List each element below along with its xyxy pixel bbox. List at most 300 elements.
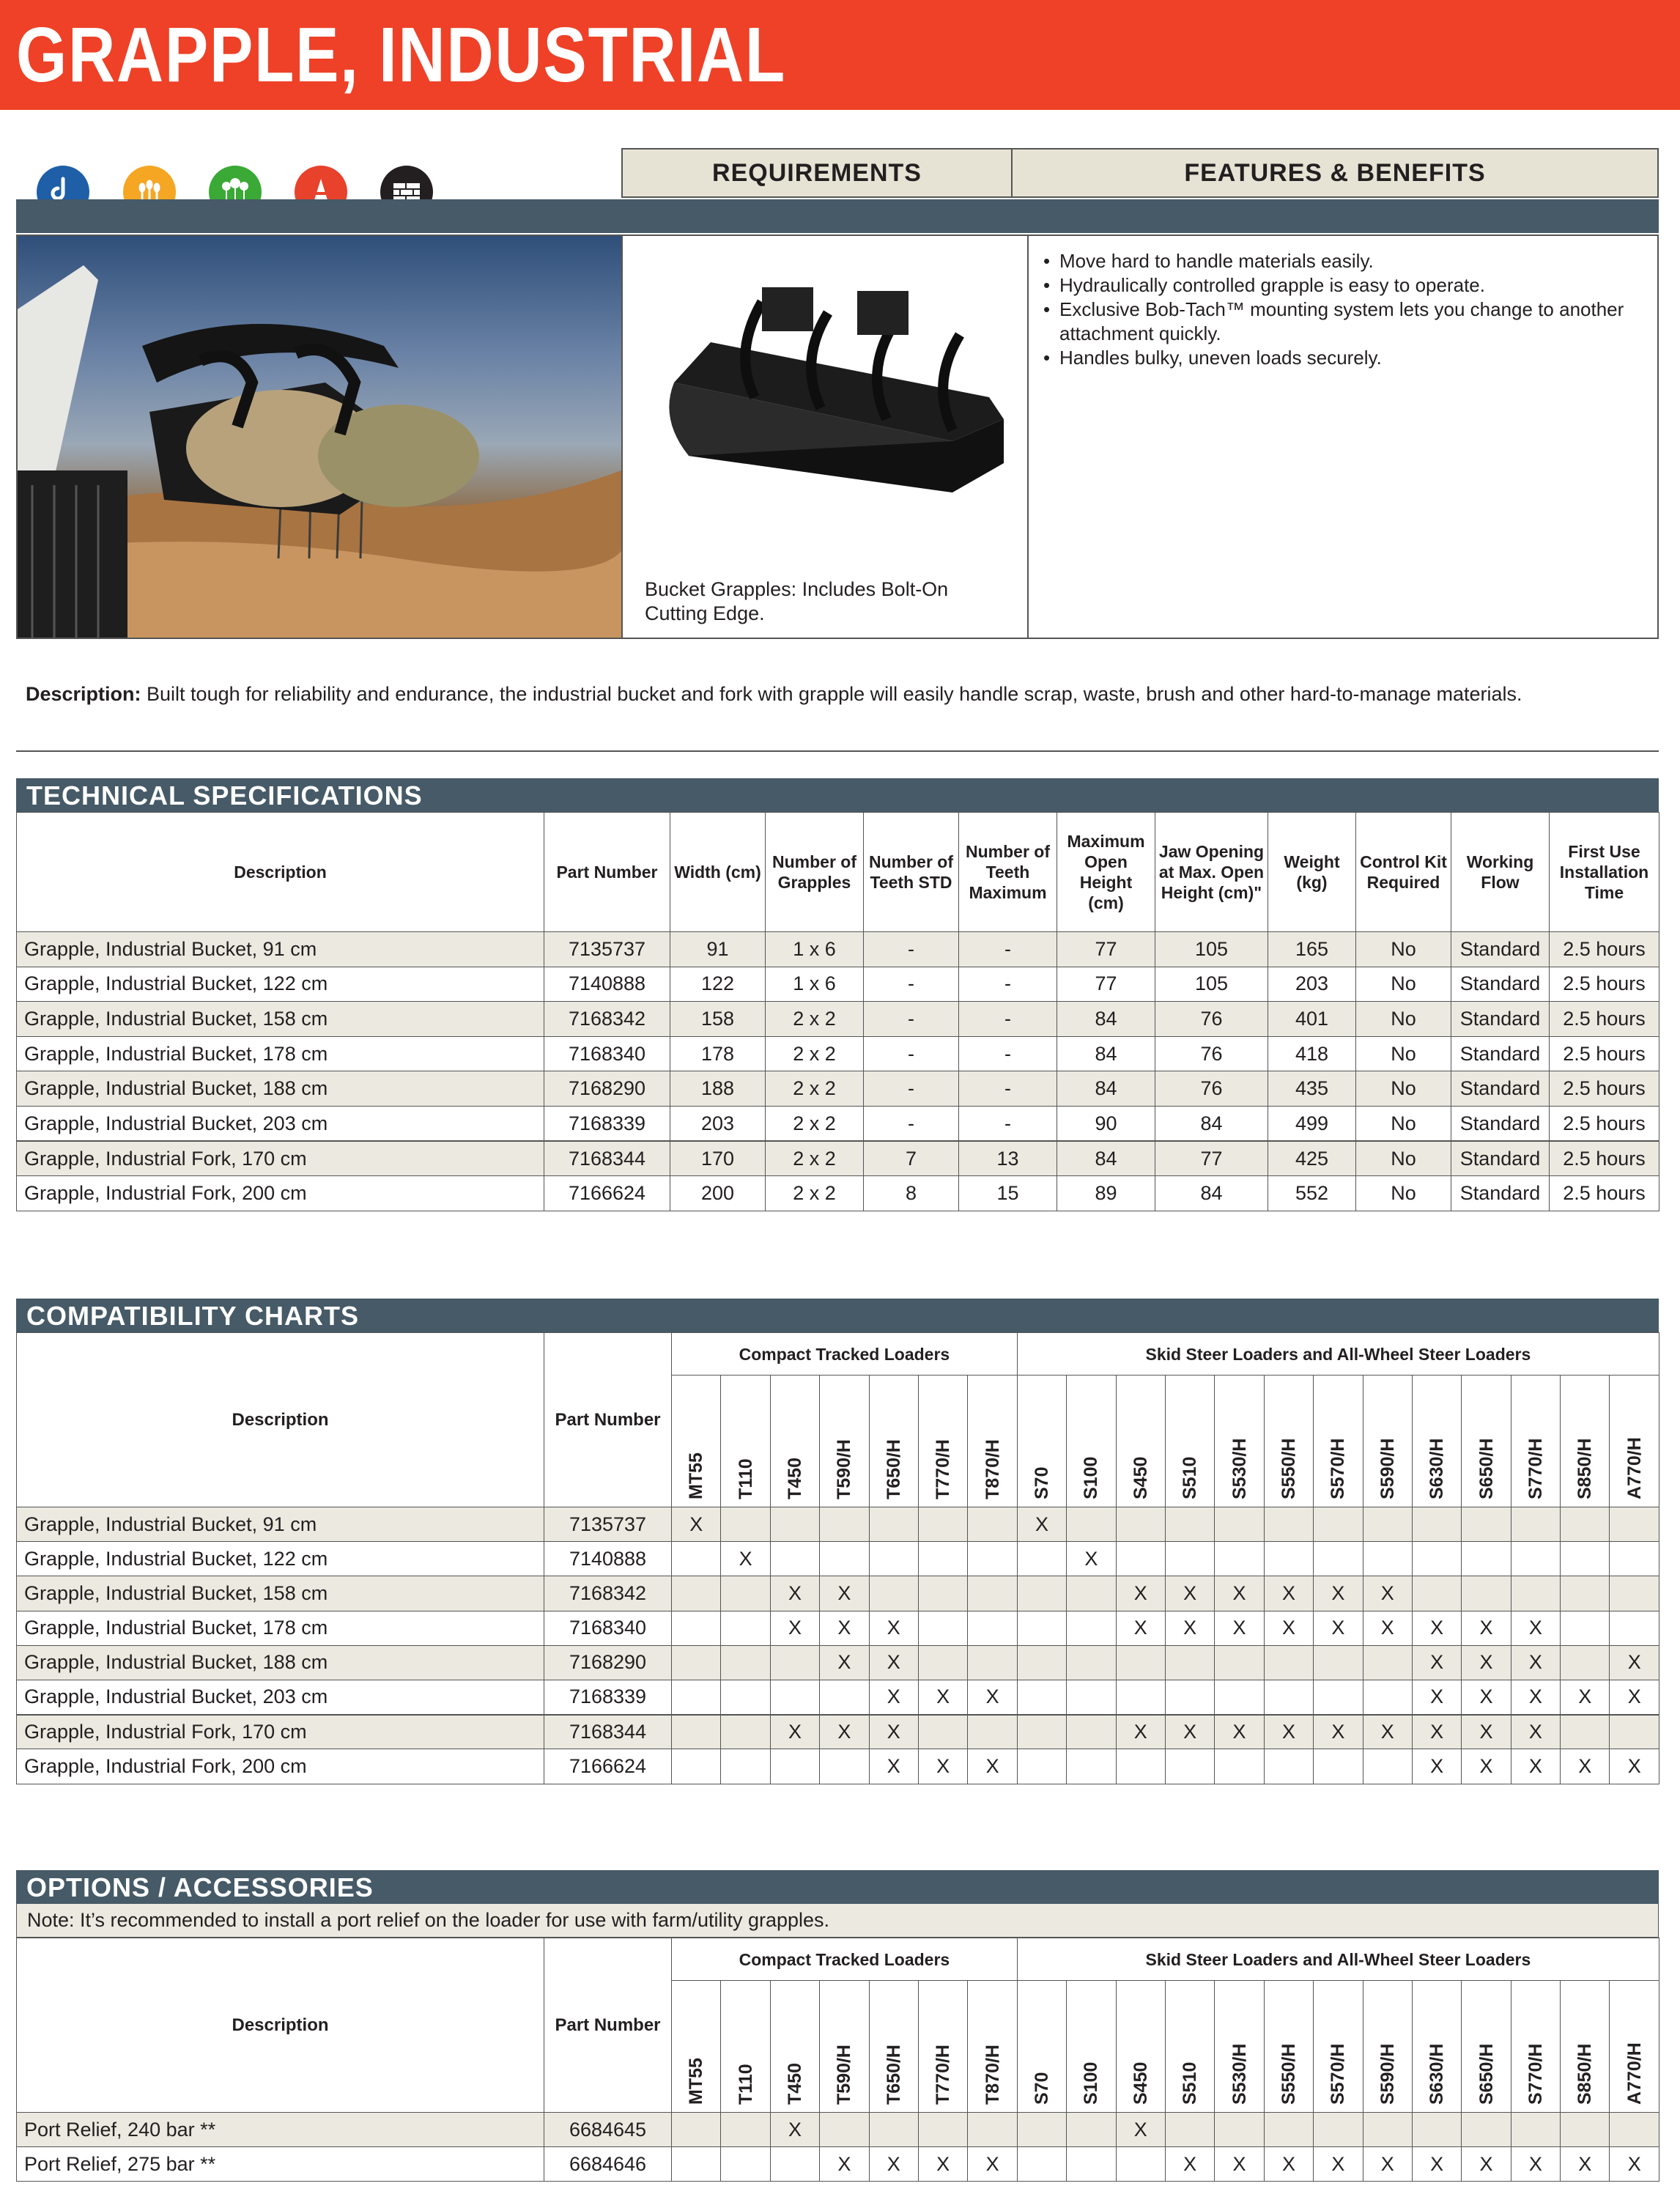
- model-header: [1462, 1981, 1511, 2113]
- table-cell: No: [1356, 1141, 1451, 1176]
- model-label: S770/H: [1525, 1438, 1546, 1499]
- compatibility-mark: [672, 1611, 721, 1645]
- compatibility-mark: [1511, 1507, 1560, 1542]
- compatibility-mark: X: [1363, 1715, 1412, 1749]
- spec-column-header: Number of Teeth Maximum: [959, 813, 1057, 932]
- spec-column-header: Control Kit Required: [1356, 813, 1451, 932]
- compatibility-mark: [1264, 1749, 1313, 1784]
- compatibility-mark: [721, 1507, 770, 1542]
- table-cell: 2.5 hours: [1550, 1036, 1659, 1071]
- compatibility-mark: X: [1412, 1680, 1461, 1714]
- table-cell: 76: [1155, 1071, 1268, 1107]
- model-header: [1017, 1981, 1066, 2113]
- model-label: S450: [1130, 1456, 1151, 1499]
- compatibility-mark: [1067, 1611, 1116, 1645]
- model-label: S70: [1031, 2072, 1052, 2105]
- options-heading: OPTIONS / ACCESSORIES: [16, 1870, 1659, 1904]
- compatibility-mark: [1561, 1507, 1610, 1542]
- compatibility-mark: X: [820, 2147, 869, 2182]
- compatibility-mark: [918, 1542, 967, 1576]
- row-part-number: 7168290: [544, 1645, 672, 1680]
- compatibility-mark: X: [721, 1542, 770, 1576]
- compatibility-mark: [770, 1749, 819, 1784]
- compatibility-mark: [1067, 1680, 1116, 1714]
- compatibility-mark: [1215, 2113, 1264, 2147]
- description: [26, 682, 1659, 706]
- model-label: S630/H: [1426, 2043, 1448, 2105]
- compatibility-mark: X: [1314, 1715, 1363, 1749]
- row-description: Grapple, Industrial Bucket, 178 cm: [17, 1036, 544, 1071]
- table-row: [17, 2113, 1659, 2147]
- table-cell: -: [959, 1036, 1057, 1071]
- compatibility-mark: X: [1511, 1680, 1560, 1714]
- table-cell: -: [959, 967, 1057, 1002]
- compatibility-mark: [1412, 1542, 1461, 1576]
- table-cell: 7140888: [544, 967, 670, 1002]
- model-header: [968, 1981, 1017, 2113]
- row-part-number: 6684645: [544, 2113, 672, 2147]
- model-header: [672, 1376, 721, 1507]
- compatibility-mark: [1462, 1507, 1511, 1542]
- compatibility-mark: [1264, 2113, 1313, 2147]
- spec-column-header: Width (cm): [670, 813, 766, 932]
- page-title: GRAPPLE, INDUSTRIAL: [16, 12, 786, 98]
- table-cell: 105: [1155, 932, 1268, 967]
- compatibility-mark: [770, 1645, 819, 1680]
- model-header: [1116, 1981, 1165, 2113]
- compatibility-mark: [1017, 1645, 1066, 1680]
- bucket-grapple-image: [645, 273, 1011, 492]
- compatibility-mark: X: [1462, 1749, 1511, 1784]
- model-header: [1116, 1376, 1165, 1507]
- spec-column-header: Maximum Open Height (cm): [1057, 813, 1155, 932]
- table-cell: 89: [1057, 1176, 1155, 1211]
- compatibility-mark: X: [1215, 2147, 1264, 2182]
- row-description: Grapple, Industrial Bucket, 203 cm: [17, 1680, 544, 1714]
- row-part-number: 7166624: [544, 1749, 672, 1784]
- compatibility-mark: [869, 2113, 918, 2147]
- compatibility-mark: [672, 1680, 721, 1714]
- compatibility-mark: X: [1314, 2147, 1363, 2182]
- requirements-heading: REQUIREMENTS: [623, 149, 1013, 196]
- compatibility-mark: [1116, 1749, 1165, 1784]
- table-cell: 84: [1057, 1002, 1155, 1037]
- model-header: [1511, 1981, 1560, 2113]
- table-cell: No: [1356, 1106, 1451, 1141]
- compatibility-mark: [1017, 1542, 1066, 1576]
- compatibility-mark: X: [1363, 2147, 1412, 2182]
- compatibility-mark: X: [1116, 1576, 1165, 1611]
- table-row: [17, 1141, 1659, 1176]
- model-label: S530/H: [1229, 1438, 1250, 1499]
- table-cell: 2.5 hours: [1550, 1176, 1659, 1211]
- compatibility-mark: [1561, 1645, 1610, 1680]
- compatibility-mark: [1610, 1611, 1659, 1645]
- compatibility-mark: [1017, 1576, 1066, 1611]
- table-cell: 91: [670, 932, 766, 967]
- model-header: [1363, 1376, 1412, 1507]
- table-row: [17, 967, 1659, 1002]
- row-part-number: 7168344: [544, 1715, 672, 1749]
- compatibility-mark: [1116, 1680, 1165, 1714]
- table-cell: 7168340: [544, 1036, 670, 1071]
- table-row: [17, 1611, 1659, 1645]
- table-cell: 7135737: [544, 932, 670, 967]
- compatibility-mark: [1017, 2147, 1066, 2182]
- compatibility-mark: [918, 1611, 967, 1645]
- compatibility-mark: X: [918, 1680, 967, 1714]
- model-header: [1264, 1376, 1313, 1507]
- table-cell: 203: [1268, 967, 1356, 1002]
- compatibility-mark: [1314, 1645, 1363, 1680]
- compatibility-mark: [820, 1749, 869, 1784]
- compatibility-mark: X: [968, 1749, 1017, 1784]
- model-header: [968, 1376, 1017, 1507]
- image-caption: Bucket Grapples: Includes Bolt-On Cutting Edge.: [645, 578, 949, 624]
- spec-column-header: Description: [17, 813, 544, 932]
- table-cell: 84: [1155, 1106, 1268, 1141]
- part-number-header: Part Number: [544, 1333, 672, 1507]
- model-header: [820, 1376, 869, 1507]
- compatibility-mark: [1314, 1680, 1363, 1714]
- table-cell: 499: [1268, 1106, 1356, 1141]
- compatibility-mark: X: [1462, 1680, 1511, 1714]
- table-cell: 1 x 6: [766, 967, 864, 1002]
- compatibility-mark: [1412, 1576, 1461, 1611]
- row-description: Grapple, Industrial Fork, 200 cm: [17, 1176, 544, 1211]
- table-cell: No: [1356, 1002, 1451, 1037]
- compatibility-mark: X: [1462, 2147, 1511, 2182]
- table-cell: -: [959, 932, 1057, 967]
- skid-steer-loaders-header: Skid Steer Loaders and All-Wheel Steer Loaders: [1017, 1333, 1659, 1376]
- compatibility-mark: X: [869, 1749, 918, 1784]
- compatibility-mark: [1264, 1680, 1313, 1714]
- model-header: [869, 1981, 918, 2113]
- model-label: S530/H: [1229, 2043, 1250, 2105]
- model-header: [1215, 1981, 1264, 2113]
- title-bar: [0, 0, 1680, 110]
- compatibility-mark: X: [1264, 2147, 1313, 2182]
- compatibility-mark: [869, 1507, 918, 1542]
- table-cell: 178: [670, 1036, 766, 1071]
- model-header: [1363, 1981, 1412, 2113]
- table-cell: Standard: [1451, 1036, 1550, 1071]
- table-cell: -: [959, 1106, 1057, 1141]
- table-cell: 7: [864, 1141, 959, 1176]
- model-label: T870/H: [982, 2045, 1003, 2105]
- model-header: [770, 1376, 819, 1507]
- compatibility-mark: [1314, 1507, 1363, 1542]
- compatibility-mark: X: [968, 1680, 1017, 1714]
- compatibility-mark: X: [1165, 1611, 1214, 1645]
- model-header: [1610, 1376, 1659, 1507]
- compatibility-mark: [1017, 1749, 1066, 1784]
- compatibility-mark: [820, 2113, 869, 2147]
- table-cell: 122: [670, 967, 766, 1002]
- table-cell: -: [864, 1106, 959, 1141]
- compatibility-mark: [1561, 1542, 1610, 1576]
- model-label: MT55: [686, 2058, 707, 2105]
- compatibility-mark: [1610, 1507, 1659, 1542]
- table-cell: -: [959, 1002, 1057, 1037]
- table-cell: No: [1356, 967, 1451, 1002]
- compatibility-mark: [1215, 1749, 1264, 1784]
- table-row: [17, 1645, 1659, 1680]
- model-label: S850/H: [1574, 2043, 1596, 2105]
- compatibility-mark: [1017, 1715, 1066, 1749]
- table-row: [17, 1507, 1659, 1542]
- spec-column-header: Number of Teeth STD: [864, 813, 959, 932]
- compatibility-mark: X: [770, 1611, 819, 1645]
- compatibility-mark: [1363, 1542, 1412, 1576]
- model-label: S850/H: [1574, 1438, 1596, 1499]
- table-cell: 425: [1268, 1141, 1356, 1176]
- compatibility-mark: [1165, 1542, 1214, 1576]
- row-description: Grapple, Industrial Fork, 200 cm: [17, 1749, 544, 1784]
- model-label: A770/H: [1624, 1437, 1645, 1499]
- table-cell: Standard: [1451, 1002, 1550, 1037]
- model-label: T650/H: [883, 2045, 904, 2105]
- compatibility-mark: [1462, 1542, 1511, 1576]
- compatibility-mark: [1017, 2113, 1066, 2147]
- model-header: [1017, 1376, 1066, 1507]
- model-label: T870/H: [982, 1439, 1003, 1499]
- requirements-features-header: [621, 148, 1659, 198]
- compatibility-mark: [672, 1715, 721, 1749]
- row-description: Grapple, Industrial Bucket, 188 cm: [17, 1645, 544, 1680]
- compatibility-mark: [770, 1542, 819, 1576]
- compatibility-mark: X: [1610, 1645, 1659, 1680]
- compatibility-mark: [672, 1749, 721, 1784]
- compatibility-mark: X: [869, 2147, 918, 2182]
- compatibility-mark: [1017, 1680, 1066, 1714]
- table-cell: Standard: [1451, 1106, 1550, 1141]
- table-cell: 84: [1057, 1071, 1155, 1107]
- row-description: Grapple, Industrial Bucket, 91 cm: [17, 932, 544, 967]
- table-cell: 13: [959, 1141, 1057, 1176]
- compatibility-mark: [1067, 2113, 1116, 2147]
- compatibility-mark: [869, 1542, 918, 1576]
- compatibility-mark: X: [1314, 1576, 1363, 1611]
- model-label: MT55: [686, 1452, 707, 1499]
- compatibility-mark: [1215, 1645, 1264, 1680]
- table-cell: 2.5 hours: [1550, 1141, 1659, 1176]
- compatibility-mark: X: [1412, 1645, 1461, 1680]
- compatibility-mark: [721, 1715, 770, 1749]
- compatibility-mark: [721, 1645, 770, 1680]
- compatibility-mark: [1067, 1645, 1116, 1680]
- table-cell: -: [864, 1036, 959, 1071]
- table-cell: No: [1356, 1036, 1451, 1071]
- compatibility-mark: [1610, 1542, 1659, 1576]
- compatibility-mark: [1561, 2113, 1610, 2147]
- compatibility-mark: [1561, 1611, 1610, 1645]
- compatibility-mark: [1165, 1507, 1214, 1542]
- compatibility-mark: X: [1511, 1715, 1560, 1749]
- compatibility-mark: X: [770, 2113, 819, 2147]
- description-header: Description: [17, 1938, 544, 2113]
- compatibility-mark: X: [1412, 1715, 1461, 1749]
- compatibility-mark: X: [1116, 1715, 1165, 1749]
- compatibility-mark: [1165, 1749, 1214, 1784]
- compatibility-mark: X: [1067, 1542, 1116, 1576]
- table-cell: 2 x 2: [766, 1071, 864, 1107]
- model-label: S650/H: [1476, 1438, 1497, 1499]
- spec-column-header: Part Number: [544, 813, 670, 932]
- table-cell: 200: [670, 1176, 766, 1211]
- table-cell: 401: [1268, 1002, 1356, 1037]
- model-label: T770/H: [933, 1439, 954, 1499]
- compatibility-mark: X: [1264, 1576, 1313, 1611]
- row-part-number: 7140888: [544, 1542, 672, 1576]
- compatibility-mark: [1363, 1749, 1412, 1784]
- table-cell: 7168339: [544, 1106, 670, 1141]
- model-header: [1264, 1981, 1313, 2113]
- feature-item: • Exclusive Bob-Tach™ mounting system lets you change to another attachment quickly.: [1043, 298, 1644, 346]
- row-description: Grapple, Industrial Bucket, 158 cm: [17, 1576, 544, 1611]
- compatibility-mark: X: [820, 1576, 869, 1611]
- compatibility-mark: [1067, 1749, 1116, 1784]
- table-cell: 84: [1057, 1036, 1155, 1071]
- compatibility-mark: X: [869, 1680, 918, 1714]
- table-row: [17, 1715, 1659, 1749]
- compatibility-mark: [820, 1680, 869, 1714]
- compatibility-mark: X: [1561, 2147, 1610, 2182]
- compatibility-mark: X: [1462, 1645, 1511, 1680]
- compatibility-mark: [1264, 1542, 1313, 1576]
- compatibility-mark: [1165, 1645, 1214, 1680]
- model-header: [1067, 1981, 1116, 2113]
- feature-item: • Handles bulky, uneven loads securely.: [1043, 346, 1644, 370]
- compatibility-mark: [721, 2113, 770, 2147]
- table-row: [17, 1106, 1659, 1141]
- compatibility-mark: [820, 1542, 869, 1576]
- table-cell: -: [864, 932, 959, 967]
- table-cell: 2.5 hours: [1550, 932, 1659, 967]
- features-list: [1043, 249, 1644, 370]
- compatibility-mark: [1363, 1507, 1412, 1542]
- row-part-number: 7168339: [544, 1680, 672, 1714]
- table-cell: 170: [670, 1141, 766, 1176]
- compatibility-mark: X: [770, 1715, 819, 1749]
- table-row: [17, 1576, 1659, 1611]
- compatibility-mark: [770, 1680, 819, 1714]
- compatibility-mark: [721, 2147, 770, 2182]
- compatibility-mark: X: [1511, 2147, 1560, 2182]
- table-cell: 2.5 hours: [1550, 967, 1659, 1002]
- table-cell: Standard: [1451, 1176, 1550, 1211]
- table-cell: 2 x 2: [766, 1176, 864, 1211]
- table-cell: -: [864, 1002, 959, 1037]
- row-description: Grapple, Industrial Fork, 170 cm: [17, 1715, 544, 1749]
- compatibility-mark: X: [1264, 1715, 1313, 1749]
- table-cell: 1 x 6: [766, 932, 864, 967]
- compatibility-mark: [1511, 2113, 1560, 2147]
- options-table: [16, 1938, 1659, 2182]
- compatibility-mark: [770, 1507, 819, 1542]
- row-part-number: 7168340: [544, 1611, 672, 1645]
- compatibility-mark: [1412, 2113, 1461, 2147]
- model-header: [820, 1981, 869, 2113]
- compatibility-mark: [968, 1645, 1017, 1680]
- product-panel: [16, 235, 1659, 639]
- feature-item: • Move hard to handle materials easily.: [1043, 249, 1644, 273]
- row-description: Grapple, Industrial Bucket, 188 cm: [17, 1071, 544, 1107]
- model-label: S650/H: [1476, 2043, 1497, 2105]
- model-header: [1314, 1981, 1363, 2113]
- table-cell: 15: [959, 1176, 1057, 1211]
- table-row: [17, 1002, 1659, 1037]
- model-label: S570/H: [1328, 1438, 1349, 1499]
- model-label: S590/H: [1377, 2043, 1398, 2105]
- model-header: [672, 1981, 721, 2113]
- table-row: [17, 2147, 1659, 2182]
- features-heading: FEATURES & BENEFITS: [1184, 158, 1486, 187]
- compatibility-mark: X: [770, 1576, 819, 1611]
- compatibility-mark: [1462, 1576, 1511, 1611]
- compatibility-mark: [918, 2113, 967, 2147]
- table-cell: 158: [670, 1002, 766, 1037]
- table-cell: 2 x 2: [766, 1106, 864, 1141]
- spec-column-header: Working Flow: [1451, 813, 1550, 932]
- compatibility-mark: [918, 1576, 967, 1611]
- table-cell: Standard: [1451, 1071, 1550, 1107]
- table-cell: No: [1356, 1176, 1451, 1211]
- table-cell: 7166624: [544, 1176, 670, 1211]
- table-cell: 90: [1057, 1106, 1155, 1141]
- compatibility-mark: X: [1511, 1611, 1560, 1645]
- model-header: [1165, 1376, 1214, 1507]
- table-cell: 8: [864, 1176, 959, 1211]
- compatibility-mark: [968, 1507, 1017, 1542]
- table-cell: -: [864, 967, 959, 1002]
- row-description: Grapple, Industrial Fork, 170 cm: [17, 1141, 544, 1176]
- compatibility-mark: X: [820, 1611, 869, 1645]
- compatibility-mark: [918, 1507, 967, 1542]
- compatibility-mark: X: [1017, 1507, 1066, 1542]
- compatibility-mark: [968, 2113, 1017, 2147]
- compatibility-mark: [770, 2147, 819, 2182]
- compatibility-mark: [1116, 1542, 1165, 1576]
- model-label: S590/H: [1377, 1438, 1398, 1499]
- model-label: S770/H: [1525, 2043, 1546, 2105]
- row-description: Grapple, Industrial Bucket, 122 cm: [17, 1542, 544, 1576]
- description-label: Description:: [26, 683, 141, 705]
- compatibility-mark: [968, 1542, 1017, 1576]
- model-label: S450: [1130, 2061, 1151, 2105]
- compatibility-mark: [672, 2113, 721, 2147]
- compatibility-mark: [968, 1611, 1017, 1645]
- compatibility-mark: [1511, 1576, 1560, 1611]
- compatibility-mark: X: [918, 1749, 967, 1784]
- model-label: T450: [784, 2063, 805, 2105]
- compatibility-mark: [672, 2147, 721, 2182]
- compatibility-mark: [918, 1645, 967, 1680]
- table-cell: 7168290: [544, 1071, 670, 1107]
- model-label: A770/H: [1624, 2042, 1645, 2105]
- compatibility-mark: [1314, 2113, 1363, 2147]
- compatibility-mark: X: [869, 1611, 918, 1645]
- model-label: S550/H: [1278, 2043, 1299, 2105]
- model-label: S510: [1180, 2061, 1201, 2105]
- table-cell: 2 x 2: [766, 1036, 864, 1071]
- row-description: Port Relief, 240 bar **: [17, 2113, 544, 2147]
- table-row: [17, 1036, 1659, 1071]
- table-cell: 2.5 hours: [1550, 1106, 1659, 1141]
- compatibility-mark: X: [1116, 1611, 1165, 1645]
- table-cell: 84: [1057, 1141, 1155, 1176]
- compact-tracked-loaders-header: Compact Tracked Loaders: [672, 1333, 1018, 1376]
